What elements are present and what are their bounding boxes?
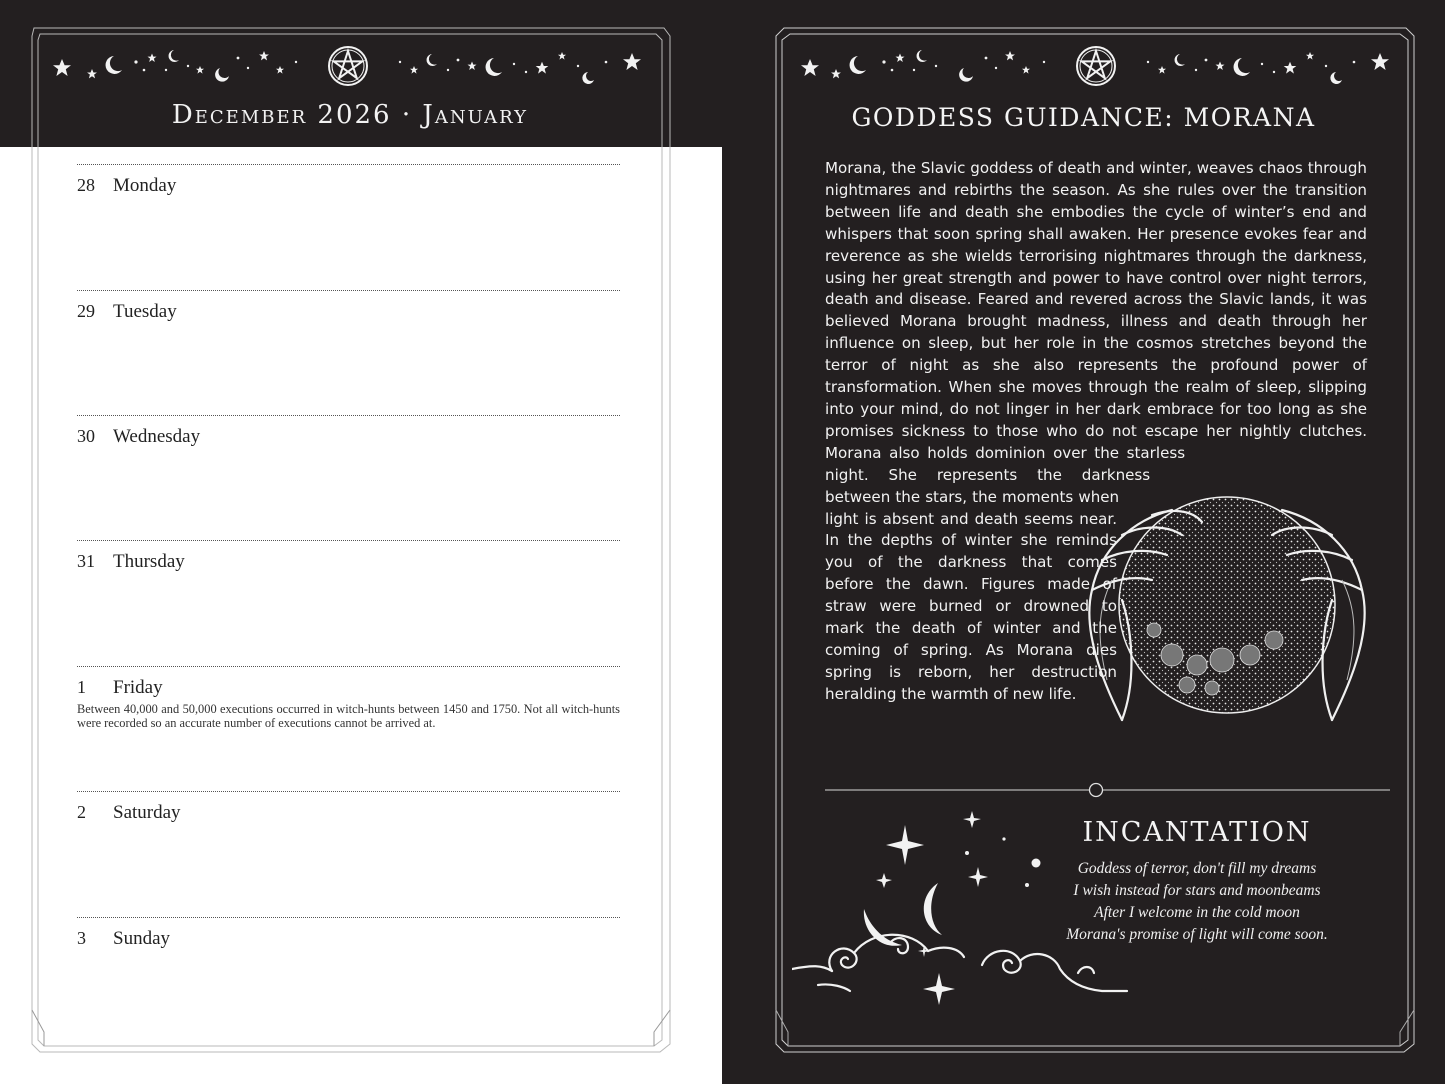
day-divider xyxy=(77,415,620,416)
day-name: Wednesday xyxy=(113,426,201,447)
incantation-title: INCANTATION xyxy=(1082,817,1312,848)
day-number: 30 xyxy=(77,426,95,446)
star-icon xyxy=(468,62,477,71)
day-row[interactable] xyxy=(77,415,620,540)
star-icon xyxy=(148,54,157,63)
star-icon xyxy=(623,53,641,70)
day-number: 28 xyxy=(77,175,95,195)
crescent-moon-icon xyxy=(1330,72,1342,84)
day-fact-note: Between 40,000 and 50,000 executions occurred in witch-hunts between 1450 and 1750. Not all witch-hunts were recorded so an accurate number of executions cannot be arrived at. xyxy=(77,702,620,730)
day-name: Monday xyxy=(113,175,177,196)
star-icon xyxy=(1022,66,1030,74)
sparkle-star-icon xyxy=(923,973,955,1005)
star-icon xyxy=(276,66,284,74)
day-divider xyxy=(77,666,620,667)
day-number: 2 xyxy=(77,802,86,822)
incantation-line: After I welcome in the cold moon xyxy=(1094,904,1300,921)
week-header-title: December 2026 · January xyxy=(171,100,529,130)
right-page xyxy=(722,0,1445,1084)
day-name: Tuesday xyxy=(113,301,177,322)
left-page xyxy=(0,0,722,1084)
crescent-moon-icon xyxy=(924,883,942,935)
crescent-moon-icon xyxy=(486,58,502,76)
day-name: Sunday xyxy=(113,928,170,949)
day-divider xyxy=(77,290,620,291)
sparkle-star-icon xyxy=(876,873,892,888)
star-icon xyxy=(1005,51,1015,60)
star-icon xyxy=(259,51,269,60)
day-divider xyxy=(77,164,620,165)
body-paragraph: Morana, the Slavic goddess of death and winter, weaves chaos through nightmares and rebirths the season. As she rules over the transition between life and death she embodies the cycle of winter’s end and whispers that soon spring shall awaken. Her presence evokes fear and reverence as she wields terrorising nightmares through the darkness, using her great strength and power to have control over night terrors, death and disease. Feared and revered across the Slavic lands, it was believed Morana brought madness, illness and death through her influence on sleep, but her role in the cosmos stretches beyond the terror of night as she also represents the profound power of transformation. When she moves through the realm of sleep, slipping into your mind, do not linger in her dark embrace for too long as she promises sickness to those who do not escape her nightly clutches. Morana also holds dominion over the starless night. She represents the darkness between the stars, the moments when light is absent and death seems near. In the depths of winter she reminds you of the darkness that comes before the dawn. Figures made of straw were burned or drowned to mark the death of winter and the coming of spring. As Morana dies spring is reborn, her destruction heralding the warmth of new life. xyxy=(825,159,1367,703)
day-row[interactable] xyxy=(77,917,620,1042)
sparkle-star-icon xyxy=(963,811,981,828)
star-icon xyxy=(536,62,549,74)
incantation-line: I wish instead for stars and moonbeams xyxy=(1073,882,1321,899)
right-star-border xyxy=(796,40,1396,100)
day-number: 1 xyxy=(77,677,86,697)
star-icon xyxy=(1306,52,1314,60)
crescent-moon-icon xyxy=(582,72,594,84)
day-row[interactable] xyxy=(77,540,620,665)
star-icon xyxy=(196,66,204,74)
star-icon xyxy=(53,59,71,76)
left-star-border xyxy=(48,40,648,100)
star-icon xyxy=(410,66,418,74)
incantation-line: Morana's promise of light will come soon. xyxy=(1066,926,1328,943)
sparkle-star-icon xyxy=(886,825,924,865)
day-name: Saturday xyxy=(113,802,181,823)
sparkle-star-icon xyxy=(968,867,988,887)
section-divider xyxy=(825,782,1390,798)
crescent-moon-icon xyxy=(850,56,866,74)
crescent-moon-icon xyxy=(959,68,973,82)
pentacle-icon xyxy=(1077,47,1115,85)
day-name: Thursday xyxy=(113,551,185,572)
crescent-moon-icon xyxy=(106,56,122,74)
crescent-moon-icon xyxy=(917,50,927,62)
crescent-moon-icon xyxy=(1175,54,1185,66)
day-divider xyxy=(77,791,620,792)
pentacle-icon xyxy=(329,47,367,85)
crescent-moon-icon xyxy=(427,54,437,66)
day-number: 31 xyxy=(77,551,95,571)
day-number: 3 xyxy=(77,928,86,948)
star-icon xyxy=(896,54,905,63)
incantation-verse xyxy=(1052,858,1342,946)
star-icon xyxy=(1284,62,1297,74)
star-icon xyxy=(87,69,97,78)
crescent-moon-icon xyxy=(1234,58,1250,76)
day-number: 29 xyxy=(77,301,95,321)
star-icon xyxy=(1371,53,1389,70)
crescent-moon-icon xyxy=(169,50,179,62)
star-icon xyxy=(558,52,566,60)
star-icon xyxy=(801,59,819,76)
star-icon xyxy=(1158,66,1166,74)
day-divider xyxy=(77,540,620,541)
day-row[interactable] xyxy=(77,666,620,791)
day-row[interactable] xyxy=(77,791,620,916)
day-row[interactable] xyxy=(77,290,620,415)
day-divider xyxy=(77,917,620,918)
crescent-moon-icon xyxy=(215,68,229,82)
goddess-body-text xyxy=(825,158,1367,753)
goddess-guidance-title: GODDESS GUIDANCE: MORANA xyxy=(851,103,1316,132)
incantation-line: Goddess of terror, don't fill my dreams xyxy=(1077,860,1317,877)
day-name: Friday xyxy=(113,677,163,698)
star-icon xyxy=(831,69,841,78)
day-row[interactable] xyxy=(77,164,620,289)
star-icon xyxy=(1216,62,1225,71)
